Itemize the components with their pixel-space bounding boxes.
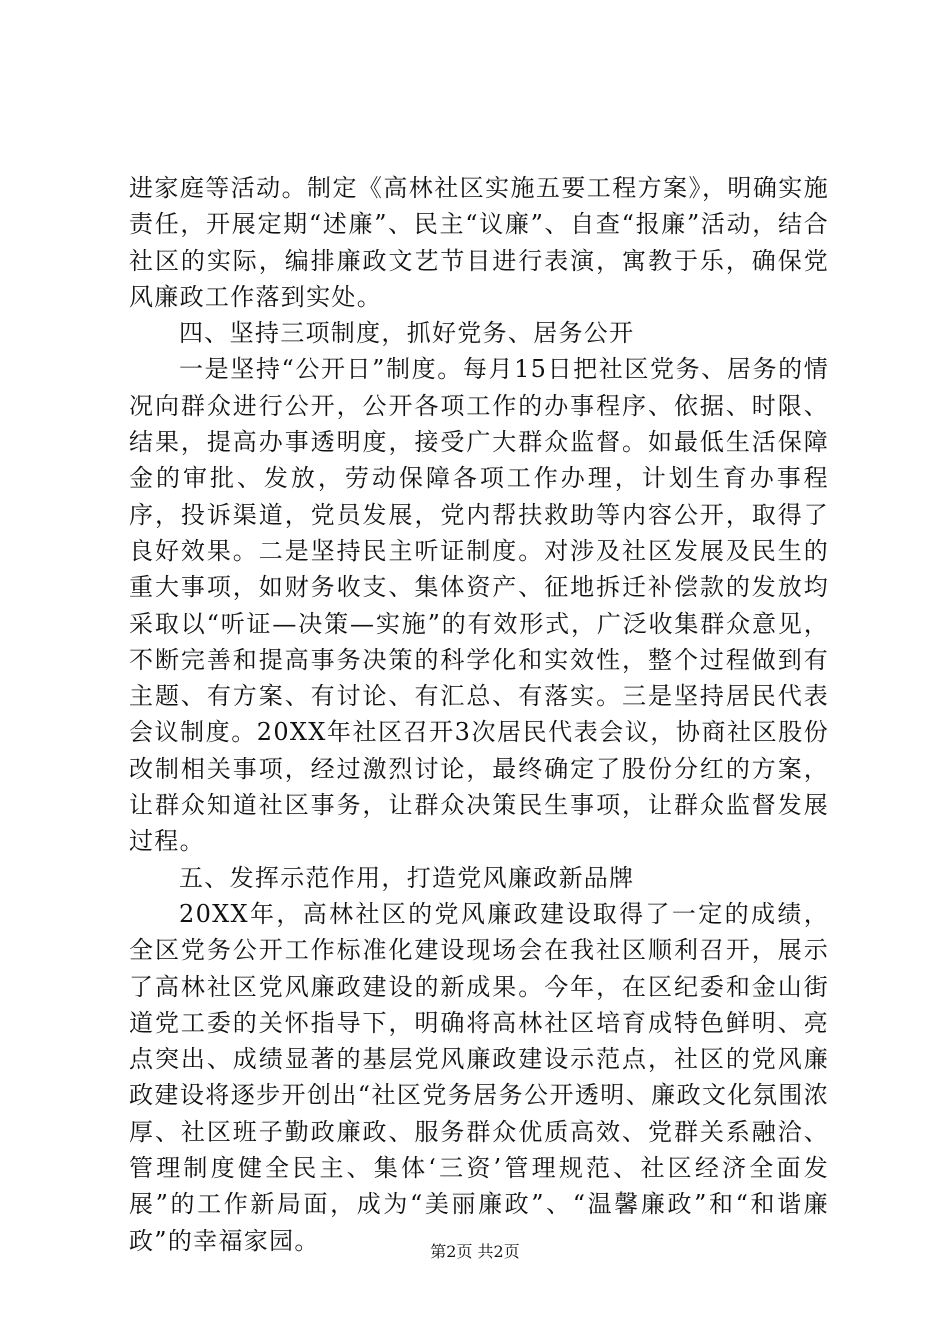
paragraph-section-four: 一是坚持“公开日”制度。每月15日把社区党务、居务的情况向群众进行公开，公开各项工作的办事程序、依据、时限、结果，提高办事透明度，接受广大群众监督。如最低生活保障金的审批、发放，劳动保障各项工作办理，计划生育办事程序，投诉渠道，党员发展，党内帮扶救助等内容公开，取得了良好效果。二是坚持民主听证制度。对涉及社区发展及民生的重大事项，如财务收支、集体资产、征地拆迁补偿款的发放均采取以“听证—决策—实施”的有效形式，广泛收集群众意见，不断完善和提高事务决策的科学化和实效性，整个过程做到有主题、有方案、有讨论、有汇总、有落实。三是坚持居民代表会议制度。20XX年社区召开3次居民代表会议，协商社区股份改制相关事项，经过激烈讨论，最终确定了股份分红的方案，让群众知道社区事务，让群众决策民生事项，让群众监督发展过程。 xyxy=(129,355,829,856)
paragraph-section-five: 20XX年，高林社区的党风廉政建设取得了一定的成绩，全区党务公开工作标准化建设现场会在我社区顺利召开，展示了高林社区党风廉政建设的新成果。今年，在区纪委和金山街道党工委的关怀指导下，明确将高林社区培育成特色鲜明、亮点突出、成绩显著的基层党风廉政建设示范点，社区的党风廉政建设将逐步开创出“社区党务居务公开透明、廉政文化氛围浓厚、社区班子勤政廉政、服务群众优质高效、党群关系融洽、管理制度健全民主、集体‘三资’管理规范、社区经济全面发展”的工作新局面，成为“美丽廉政”、“温馨廉政”和“和谐廉政”的幸福家园。 xyxy=(129,899,829,1255)
page-footer: 第2页 共2页 xyxy=(430,1242,520,1261)
section-heading-four: 四、坚持三项制度，抓好党务、居务公开 xyxy=(179,319,635,348)
section-heading-five: 五、发挥示范作用，打造党风廉政新品牌 xyxy=(179,863,635,892)
paragraph-continuation: 进家庭等活动。制定《高林社区实施五要工程方案》，明确实施责任，开展定期“述廉”、民主“议廉”、自查“报廉”活动，结合社区的实际，编排廉政文艺节目进行表演，寓教于乐，确保党风廉政工作落到实处。 xyxy=(129,174,829,311)
document-body xyxy=(129,170,829,1259)
